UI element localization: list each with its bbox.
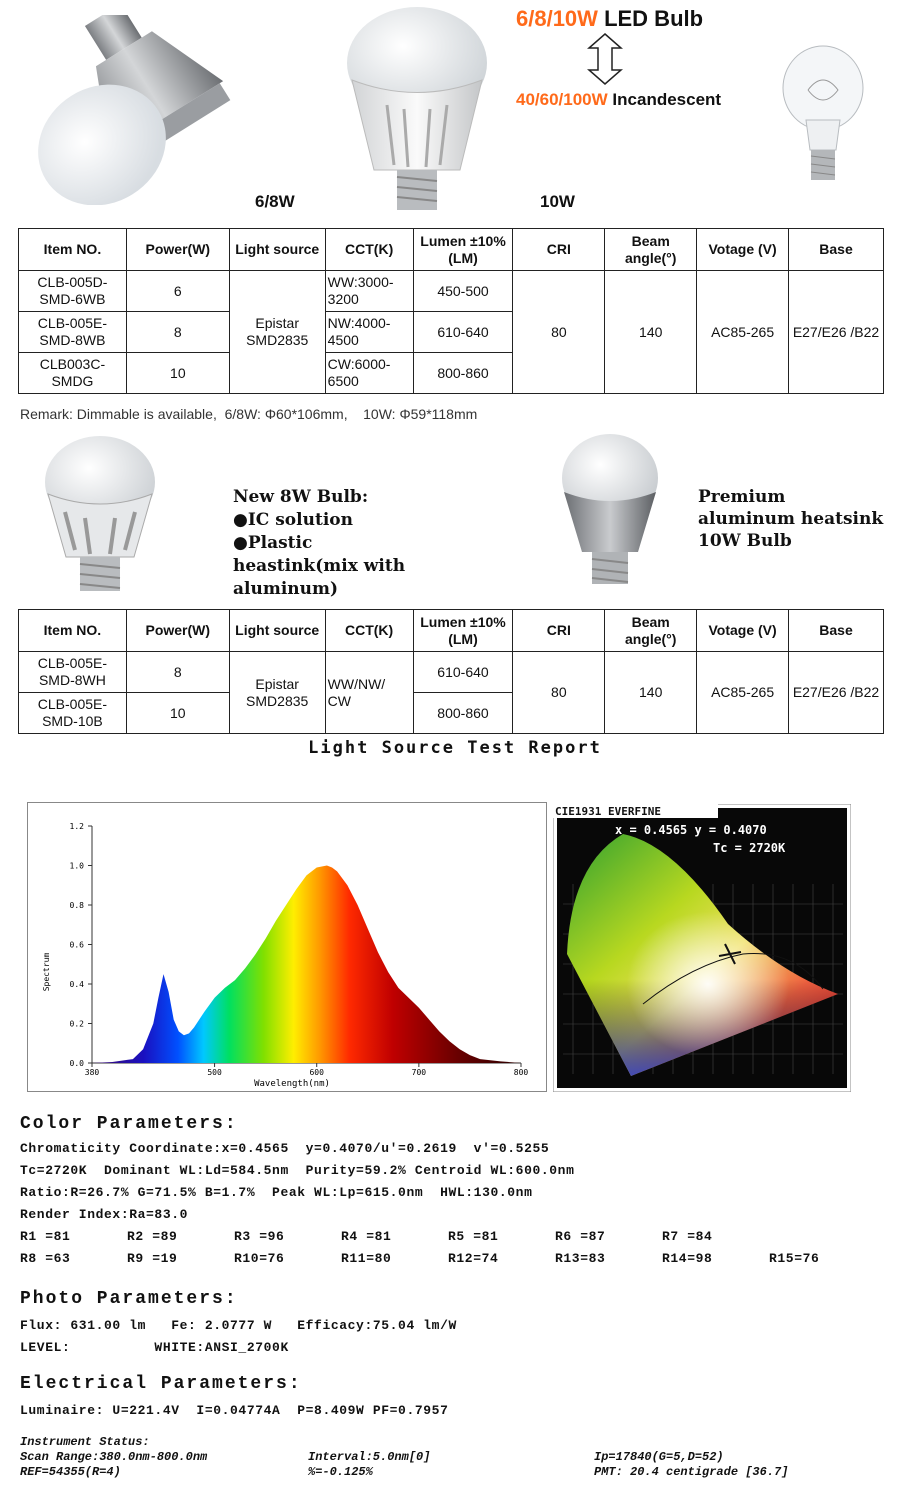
r-value: R9 =19 [127,1251,178,1266]
lumen: 610-640 [413,652,513,693]
instrument-status-title: Instrument Status: [20,1435,150,1449]
beam-angle: 140 [605,652,697,734]
instrument-scan-range: Scan Range:380.0nm-800.0nm [20,1450,208,1464]
power: 6 [126,271,229,312]
y-tick-label: 0.6 [69,940,84,950]
led-bulb-10w-image [342,5,492,225]
y-axis-label: Spectrum [42,952,51,992]
header-item-no: Item NO. [19,229,127,271]
cri: 80 [513,271,605,394]
cie-tc-readout: Tc = 2720K [713,841,786,855]
table-row [19,271,884,312]
y-tick-label: 0.8 [69,901,84,910]
item-no: CLB-005D-SMD-6WB [19,271,127,312]
item-no: CLB-005E-SMD-10B [19,693,127,734]
header-item-no: Item NO. [19,610,127,652]
x-tick-label: 800 [513,1068,529,1077]
new-8w-bulb-image [40,432,160,597]
header-cct: CCT(K) [325,610,413,652]
r-value: R6 =87 [555,1229,606,1244]
header-beam-angle: Beam angle(°) [605,229,697,271]
r-value: R11=80 [341,1251,392,1266]
light-source: Epistar SMD2835 [229,271,325,394]
item-no: CLB-005E-SMD-8WH [19,652,127,693]
r-value: R13=83 [555,1251,606,1266]
header-voltage: Votage (V) [697,610,789,652]
voltage: AC85-265 [697,652,789,734]
table-row [19,652,884,693]
power: 10 [126,693,229,734]
light-source: Epistar SMD2835 [229,652,325,734]
header-cct: CCT(K) [325,229,413,271]
beam-angle: 140 [605,271,697,394]
r-value: R15=76 [769,1251,820,1266]
item-no: CLB-005E-SMD-8WB [19,312,127,353]
color-param-line: Chromaticity Coordinate:x=0.4565 y=0.4070/u'=0.2619 v'=0.5255 [20,1141,550,1156]
instrument-percent: %=-0.125% [308,1465,373,1479]
r-value: R2 =89 [127,1229,178,1244]
cri: 80 [513,652,605,734]
electrical-param-line: Luminaire: U=221.4V I=0.04774A P=8.409W PF=0.7957 [20,1403,449,1418]
x-tick-label: 700 [411,1068,427,1077]
header-voltage: Votage (V) [697,229,789,271]
cct: NW:4000-4500 [325,312,413,353]
instrument-ref: REF=54355(R=4) [20,1465,121,1479]
led-bulb-heading [516,6,703,32]
r-value: R8 =63 [20,1251,71,1266]
x-tick-label: 600 [309,1068,324,1077]
incandescent-wattage-range: 40/60/100W [516,90,608,109]
color-param-line: Render Index:Ra=83.0 [20,1207,189,1222]
cct: WW/NW/ CW [325,652,413,734]
header-cri: CRI [513,229,605,271]
y-tick-label: 1.0 [69,861,84,871]
x-tick-label: 380 [84,1068,100,1077]
header-light-source: Light source [229,229,325,271]
y-tick-label: 0.0 [69,1059,84,1068]
new-8w-title: New 8W Bulb: [233,487,369,507]
spec-table-2 [18,609,884,734]
power: 8 [126,652,229,693]
power: 8 [126,312,229,353]
header-beam-angle: Beam angle(°) [605,610,697,652]
x-axis-label: Wavelength(nm) [254,1079,330,1089]
premium-description: Premium aluminum heatsink 10W Bulb [698,487,884,551]
header-base: Base [789,229,884,271]
r-value: R4 =81 [341,1229,392,1244]
r-value: R3 =96 [234,1229,285,1244]
equivalence-arrow-icon [585,32,625,86]
photo-params-title: Photo Parameters: [20,1289,238,1309]
instrument-pmt: PMT: 20.4 centigrade [36.7] [594,1465,789,1479]
cie-title: CIE1931 EVERFINE [555,805,661,818]
incandescent-bulb-image [778,40,868,190]
color-param-line: Tc=2720K Dominant WL:Ld=584.5nm Purity=59.2% Centroid WL:600.0nm [20,1163,575,1178]
header-light-source: Light source [229,610,325,652]
voltage: AC85-265 [697,271,789,394]
color-params-title: Color Parameters: [20,1114,238,1134]
spec-table-1 [18,228,884,394]
r-value: R10=76 [234,1251,285,1266]
remark: Remark: Dimmable is available, 6/8W: Φ60*106mm, 10W: Φ59*118mm [20,406,478,422]
cct: WW:3000-3200 [325,271,413,312]
label-10w: 10W [540,192,575,211]
photo-param-line: Flux: 631.00 lm Fe: 2.0777 W Efficacy:75.04 lm/W [20,1318,457,1333]
y-tick-label: 1.2 [69,822,84,831]
base: E27/E26 /B22 [789,652,884,734]
cie-xy-readout: x = 0.4565 y = 0.4070 [615,823,767,837]
color-param-line: Ratio:R=26.7% G=71.5% B=1.7% Peak WL:Lp=615.0nm HWL:130.0nm [20,1185,533,1200]
led-bulb-label: LED Bulb [604,6,704,31]
lumen: 800-860 [413,693,513,734]
incandescent-heading [516,90,721,110]
r-value: R1 =81 [20,1229,71,1244]
led-wattage-range: 6/8/10W [516,6,598,31]
y-tick-label: 0.4 [69,980,84,989]
base: E27/E26 /B22 [789,271,884,394]
lumen: 800-860 [413,353,513,394]
label-6-8w: 6/8W [255,192,295,211]
led-bulb-6-8w-image [30,15,270,205]
spectrum-chart [27,802,547,1092]
header-power: Power(W) [126,610,229,652]
lumen: 610-640 [413,312,513,353]
power: 10 [126,353,229,394]
header-lumen: Lumen ±10% (LM) [413,610,513,652]
y-tick-label: 0.2 [69,1019,84,1029]
r-value: R7 =84 [662,1229,713,1244]
report-title: Light Source Test Report [308,738,602,758]
x-tick-label: 500 [207,1068,222,1077]
new-8w-bullet-ic: ●IC solution [233,510,353,530]
header-cri: CRI [513,610,605,652]
photo-param-line: LEVEL: WHITE:ANSI_2700K [20,1340,289,1355]
r-value: R14=98 [662,1251,713,1266]
instrument-interval: Interval:5.0nm[0] [308,1450,431,1464]
item-no: CLB003C-SMDG [19,353,127,394]
header-base: Base [789,610,884,652]
instrument-ip: Ip=17840(G=5,D=52) [594,1450,724,1464]
cie1931-diagram [553,804,851,1092]
r-value: R5 =81 [448,1229,499,1244]
cct: CW:6000-6500 [325,353,413,394]
lumen: 450-500 [413,271,513,312]
header-lumen: Lumen ±10% (LM) [413,229,513,271]
header-power: Power(W) [126,229,229,271]
premium-10w-bulb-image [550,430,670,595]
new-8w-bullet-plastic: ●Plastic heastink(mix with aluminum) [233,533,406,599]
incandescent-label: Incandescent [612,90,722,109]
new-8w-description [233,486,433,601]
spectrum-area [92,866,521,1064]
r-value: R12=74 [448,1251,499,1266]
electrical-params-title: Electrical Parameters: [20,1374,302,1394]
